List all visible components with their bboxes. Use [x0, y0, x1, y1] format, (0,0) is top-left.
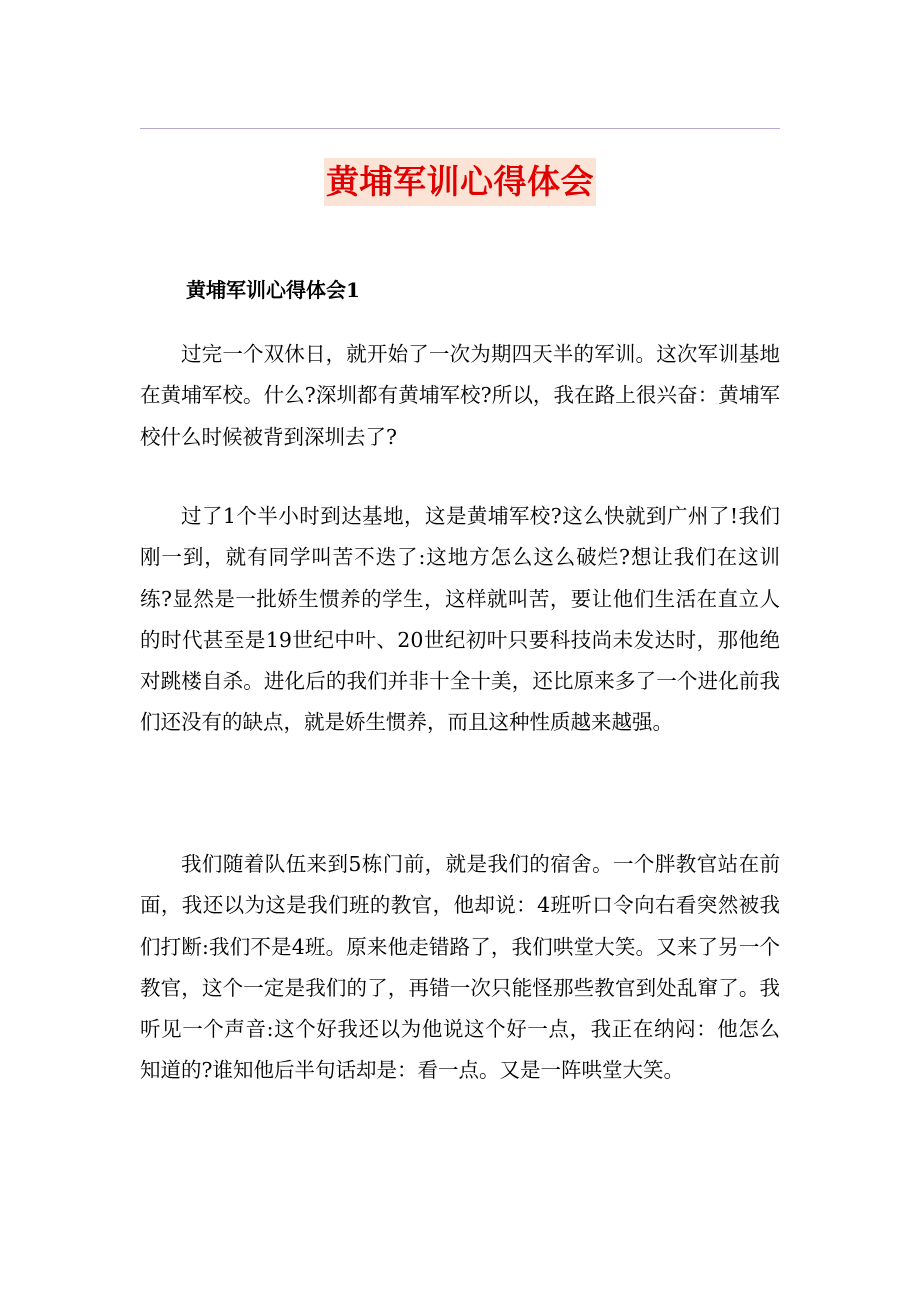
title-container: [0, 158, 920, 206]
paragraph-3: 我们随着队伍来到5栋门前，就是我们的宿舍。一个胖教官站在前面，我还以为这是我们班的教官，他却说：4班听口令向右看突然被我们打断:我们不是4班。原来他走错路了，我们哄堂大笑。又来了另一个教官，这个一定是我们的了，再错一次只能怪那些教官到处乱窜了。我听见一个声音:这个好我还以为他说这个好一点，我正在纳闷：他怎么知道的?谁知他后半句话却是：看一点。又是一阵哄堂大笑。: [140, 852, 780, 1083]
paragraph-2: 过了1个半小时到达基地，这是黄埔军校?这么快就到广州了!我们刚一到，就有同学叫苦不迭了:这地方怎么这么破烂?想让我们在这训练?显然是一批娇生惯养的学生，这样就叫苦，要让他们生活在直立人的时代甚至是19世纪中叶、20世纪初叶只要科技尚未发达时，那他绝对跳楼自杀。进化后的我们并非十全十美，还比原来多了一个进化前我们还没有的缺点，就是娇生惯养，而且这种性质越来越强。: [140, 504, 780, 735]
paragraph-1: 过完一个双休日，就开始了一次为期四天半的军训。这次军训基地在黄埔军校。什么?深圳都有黄埔军校?所以，我在路上很兴奋：黄埔军校什么时候被背到深圳去了?: [140, 342, 780, 449]
page-title: 黄埔军训心得体会: [324, 158, 596, 206]
header-rule: [140, 128, 780, 129]
section-heading: 黄埔军训心得体会1: [186, 278, 360, 302]
